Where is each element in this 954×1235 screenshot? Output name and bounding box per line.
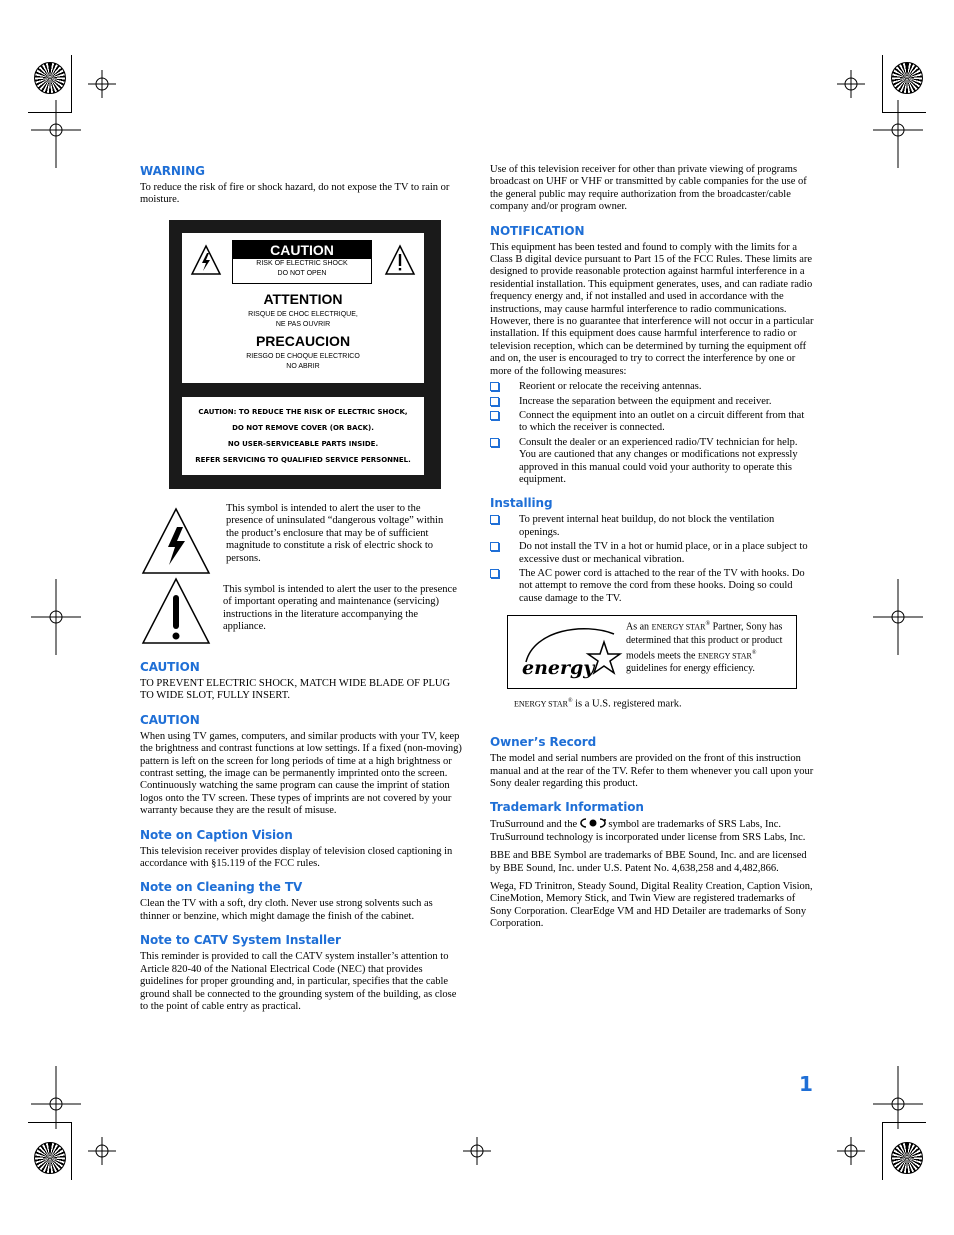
- caution-box: [232, 240, 372, 284]
- notification-after-text: You are cautioned that any changes or modifications not expressly approved in this manual could void your authority to operate this equipment.: [519, 449, 798, 485]
- dangerous-voltage-icon: [141, 507, 211, 575]
- warning-text: To reduce the risk of fire or shock hazard, do not expose the TV to rain or moisture.: [140, 182, 450, 206]
- cleaning-text: Clean the TV with a soft, dry cloth. Never use strong solvents such as thinner or benzine, which might damage the finish of the cabinet.: [140, 898, 433, 922]
- caution-lower-line-3: NO USER-SERVICEABLE PARTS INSIDE.: [227, 440, 379, 448]
- trademark-text-2: BBE and BBE Symbol are trademarks of BBE Sound, Inc. and are licensed by BBE Sound, Inc. under U.S. Patent No. 4,638,258 and 4,482,866.: [490, 850, 807, 874]
- cleaning-heading: Note on Cleaning the TV: [140, 880, 303, 895]
- precaucion-sub-1: RIESGO DE CHOQUE ELECTRICO: [246, 353, 360, 360]
- caption-heading: Note on Caption Vision: [140, 827, 293, 842]
- checkbox-bullet-icon: [490, 542, 499, 551]
- catv-heading: Note to CATV System Installer: [140, 933, 341, 948]
- checkbox-bullet-icon: [490, 438, 499, 447]
- notification-text: This equipment has been tested and found to comply with the limits for a Class B digital device pursuant to Part 15 of the FCC Rules. These limits are designed to provide reasonable protection against harmful interference in a residential installation. This equipment generates, uses, and can radiate radio frequency energy and, if not installed and used in accordance with the instructions, may cause harmful interference to radio communications. However, there is no guarantee that interference will not occur in a particular installation. If this equipment does cause harmful interference to radio or television reception, which can be determined by turning the equipment off and on, the user is encouraged to try to correct the interference by one or more of the following measures:: [490, 241, 814, 377]
- caution-games-text: When using TV games, computers, and similar products with your TV, keep the brightness and contrast functions at low settings. If a fixed (non-moving) pattern is left on the screen for long periods of time at a high brightness or contrast setting, the image can be permanently imprinted onto the screen. Continuously watching the same program can cause the imprint of station logos onto the TV screen. These types of imprints are not covered by your warranty because they are the result of misuse.: [140, 730, 462, 817]
- energy-star-logo: [514, 620, 624, 682]
- caution-sub-2: DO NOT OPEN: [277, 270, 327, 277]
- list-item: Connect the equipment into an outlet on a circuit different from that to which the receiver is connected.: [490, 410, 814, 435]
- warning-heading: WARNING: [140, 164, 205, 178]
- caption-text: This television receiver provides display of television closed captioning in accordance with §15.119 of the FCC rules.: [140, 845, 453, 870]
- caution-box-title: CAUTION: [233, 241, 371, 259]
- notification-heading: NOTIFICATION: [490, 223, 585, 238]
- trademark-text-3: Wega, FD Trinitron, Steady Sound, Digital Reality Creation, Caption Vision, CineMotion, Memory Stick, and Twin View are registered trademarks of Sony Corporation. ClearEdge VM and HD Detailer are trademarks of Sony Corporation.: [490, 880, 813, 930]
- caution-label-lower: [182, 397, 424, 475]
- list-item: Consult the dealer or an experienced radio/TV technician for help.: [490, 437, 814, 449]
- installing-heading: Installing: [490, 496, 553, 511]
- trademark-heading: Trademark Information: [490, 800, 644, 815]
- trademark-text-1: TruSurround and the symbol are trademarks of SRS Labs, Inc. TruSurround technology is incorporated under license from SRS Labs, Inc.: [490, 819, 806, 843]
- installing-list: [490, 514, 814, 605]
- cleaning-section: [140, 880, 462, 923]
- attention-sub-2: NE PAS OUVRIR: [275, 320, 331, 328]
- right-column: [490, 164, 814, 941]
- energy-star-reg-note: ENERGY STAR® is a U.S. registered mark.: [514, 698, 682, 710]
- left-column-lower: [140, 660, 462, 1023]
- caution-games-section: [140, 713, 462, 818]
- owners-record-heading: Owner’s Record: [490, 735, 597, 750]
- catv-section: [140, 933, 462, 1013]
- precaucion-heading: PRECAUCION: [255, 333, 351, 349]
- caution-label-upper: [182, 233, 424, 383]
- list-item: Increase the separation between the equipment and receiver.: [490, 396, 814, 408]
- exclamation-triangle-icon: [384, 244, 416, 276]
- owners-record-text: The model and serial numbers are provided on the front of this instruction manual and at the rear of the TV. Refer to them whenever you call upon your Sony dealer regarding this product.: [490, 753, 814, 789]
- caution-plug-text: TO PREVENT ELECTRIC SHOCK, MATCH WIDE BLADE OF PLUG TO WIDE SLOT, FULLY INSERT.: [140, 678, 451, 702]
- caption-section: [140, 828, 462, 871]
- caution-games-heading: CAUTION: [140, 712, 200, 727]
- energy-star-text: As an ENERGY STAR® Partner, Sony has determined that this product or product models meets the ENERGY STAR® guidelines for energy efficiency.: [626, 621, 783, 674]
- list-item: To prevent internal heat buildup, do not block the ventilation openings.: [490, 514, 814, 539]
- left-column: [140, 164, 462, 207]
- caution-lower-line-2: DO NOT REMOVE COVER (OR BACK).: [232, 424, 374, 432]
- energy-star-box: [507, 615, 797, 689]
- warning-section: [140, 164, 462, 207]
- owners-record-section: [490, 735, 814, 790]
- checkbox-bullet-icon: [490, 515, 499, 524]
- lightning-triangle-icon: [190, 244, 222, 276]
- caution-plug-section: [140, 660, 462, 703]
- notification-section: [490, 224, 814, 487]
- list-item: Do not install the TV in a hot or humid place, or in a place subject to excessive dust or mechanical vibration.: [490, 541, 814, 566]
- attention-sub-1: RISQUE DE CHOC ELECTRIQUE,: [248, 311, 358, 318]
- catv-text: This reminder is provided to call the CATV system installer’s attention to Article 820-40 of the National Electrical Code (NEC) that provides guidelines for proper grounding and, in particular, specifies that the cable ground shall be connected to the grounding system of the building, as close to the point of cable entry as practical.: [140, 951, 457, 1012]
- caution-plug-heading: CAUTION: [140, 660, 200, 674]
- checkbox-bullet-icon: [490, 397, 499, 406]
- energy-logo-text: energy: [522, 657, 595, 680]
- installing-section: [490, 496, 814, 605]
- checkbox-bullet-icon: [490, 382, 499, 391]
- attention-heading: ATTENTION: [263, 291, 343, 307]
- caution-label: [169, 220, 441, 489]
- exclaim-symbol-text: This symbol is intended to alert the user to the presence of important operating and maintenance (servicing) instructions in the literature accompanying the appliance.: [223, 584, 457, 633]
- voltage-symbol-text: This symbol is intended to alert the user to the presence of uninsulated “dangerous voltage” within the product’s enclosure that may be of sufficient magnitude to constitute a risk of electric shock to persons.: [226, 503, 444, 564]
- checkbox-bullet-icon: [490, 569, 499, 578]
- list-item: Reorient or relocate the receiving antennas.: [490, 381, 814, 393]
- page-number: 1: [799, 1072, 813, 1096]
- trademark-section: [490, 800, 814, 930]
- notification-list: [490, 381, 814, 449]
- checkbox-bullet-icon: [490, 411, 499, 420]
- list-item: The AC power cord is attached to the rear of the TV with hooks. Do not attempt to remove the cord from these hooks. Doing so could cause damage to the TV.: [490, 568, 814, 605]
- caution-sub-1: RISK OF ELECTRIC SHOCK: [256, 260, 348, 267]
- caution-lower-line-4: REFER SERVICING TO QUALIFIED SERVICE PERSONNEL.: [195, 456, 411, 464]
- caution-lower-line-1: CAUTION: TO REDUCE THE RISK OF ELECTRIC SHOCK,: [198, 408, 408, 416]
- exclamation-warning-icon: [141, 577, 211, 645]
- intro-text: Use of this television receiver for other than private viewing of programs broadcast on UHF or VHF or transmitted by cable companies for the use of the general public may require authorization from the broadcaster/cable company and/or program owner.: [490, 164, 807, 213]
- precaucion-sub-2: NO ABRIR: [286, 362, 320, 370]
- srs-symbol-icon: [580, 818, 606, 828]
